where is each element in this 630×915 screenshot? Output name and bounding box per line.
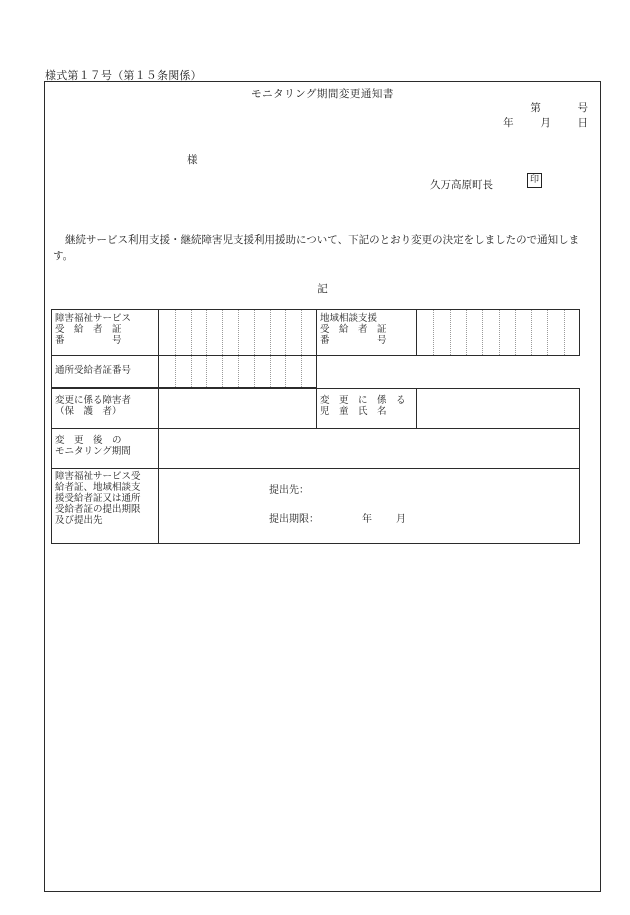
row-submission (51, 469, 580, 544)
submission-field[interactable] (159, 469, 580, 544)
submit-to-label: 提出先： (269, 485, 309, 496)
notice-body-text: 継続サービス利用支援・継続障害児支援利用援助について、下記のとおり変更の決定をしましたので通知します。 (53, 234, 580, 262)
ki-heading: 記 (317, 283, 328, 295)
addressee-suffix: 様 (187, 154, 198, 166)
label-tsusho-cert-number: 通所受給者証番号 (52, 356, 159, 388)
document-number (530, 100, 588, 115)
tsusho-cert-number-boxes[interactable] (159, 356, 317, 388)
number-go: 号 (577, 102, 588, 114)
area-cert-number-boxes[interactable] (417, 309, 580, 356)
document-frame (44, 81, 601, 892)
issuer-name: 久万高原町長 (430, 179, 493, 191)
label-line: （保 護 者） (55, 406, 122, 417)
form-number-label: 様式第１７号（第１５条関係） (45, 69, 202, 82)
deadline-year: 年 (362, 514, 372, 525)
label-line: 給者証、地域相談支 (55, 482, 141, 493)
label-line: 番 号 (55, 335, 122, 346)
label-submission-deadline (52, 469, 159, 544)
label-service-cert-number (52, 309, 159, 356)
row-person (51, 388, 580, 429)
document-title: モニタリング期間変更通知書 (251, 88, 394, 100)
deadline-month: 月 (396, 514, 406, 525)
label-line: 変更に係る障害者 (55, 395, 132, 406)
label-line: 受 給 者 証 (55, 324, 122, 335)
deadline-label: 提出期限： (269, 514, 319, 525)
label-line: 障害福祉サービス (55, 313, 132, 324)
label-line: 受 給 者 証 (320, 324, 387, 335)
date-day: 日 (577, 117, 588, 129)
seal-mark: 印 (527, 173, 542, 188)
label-line: 変 更 後 の (55, 435, 122, 446)
number-dai: 第 (530, 102, 541, 114)
label-line: 障害福祉サービス受 (55, 471, 141, 482)
label-line: 地域相談支援 (320, 313, 378, 324)
child-name-field[interactable] (417, 388, 580, 429)
row-monitoring-period (51, 429, 580, 469)
service-cert-number-boxes[interactable] (159, 309, 317, 356)
label-line: モニタリング期間 (55, 446, 131, 457)
label-line: 変 更 に 係 る (320, 395, 406, 406)
label-monitoring-period (52, 429, 159, 469)
label-line: 援受給者証又は通所 (55, 493, 141, 504)
date-year: 年 (503, 117, 514, 129)
label-child-name (317, 388, 417, 429)
label-line: 番 号 (320, 335, 387, 346)
date-month: 月 (540, 117, 551, 129)
label-area-cert-number (317, 309, 417, 356)
label-line: 及び提出先 (55, 515, 103, 526)
row-service-cert (51, 309, 580, 356)
monitoring-period-field[interactable] (159, 429, 580, 469)
label-person-changed (52, 388, 159, 429)
label-line: 児 童 氏 名 (320, 406, 387, 417)
document-date (503, 115, 588, 130)
label-line: 受給者証の提出期限 (55, 504, 141, 515)
person-changed-field[interactable] (159, 388, 317, 429)
row-tsusho-cert (51, 356, 317, 388)
